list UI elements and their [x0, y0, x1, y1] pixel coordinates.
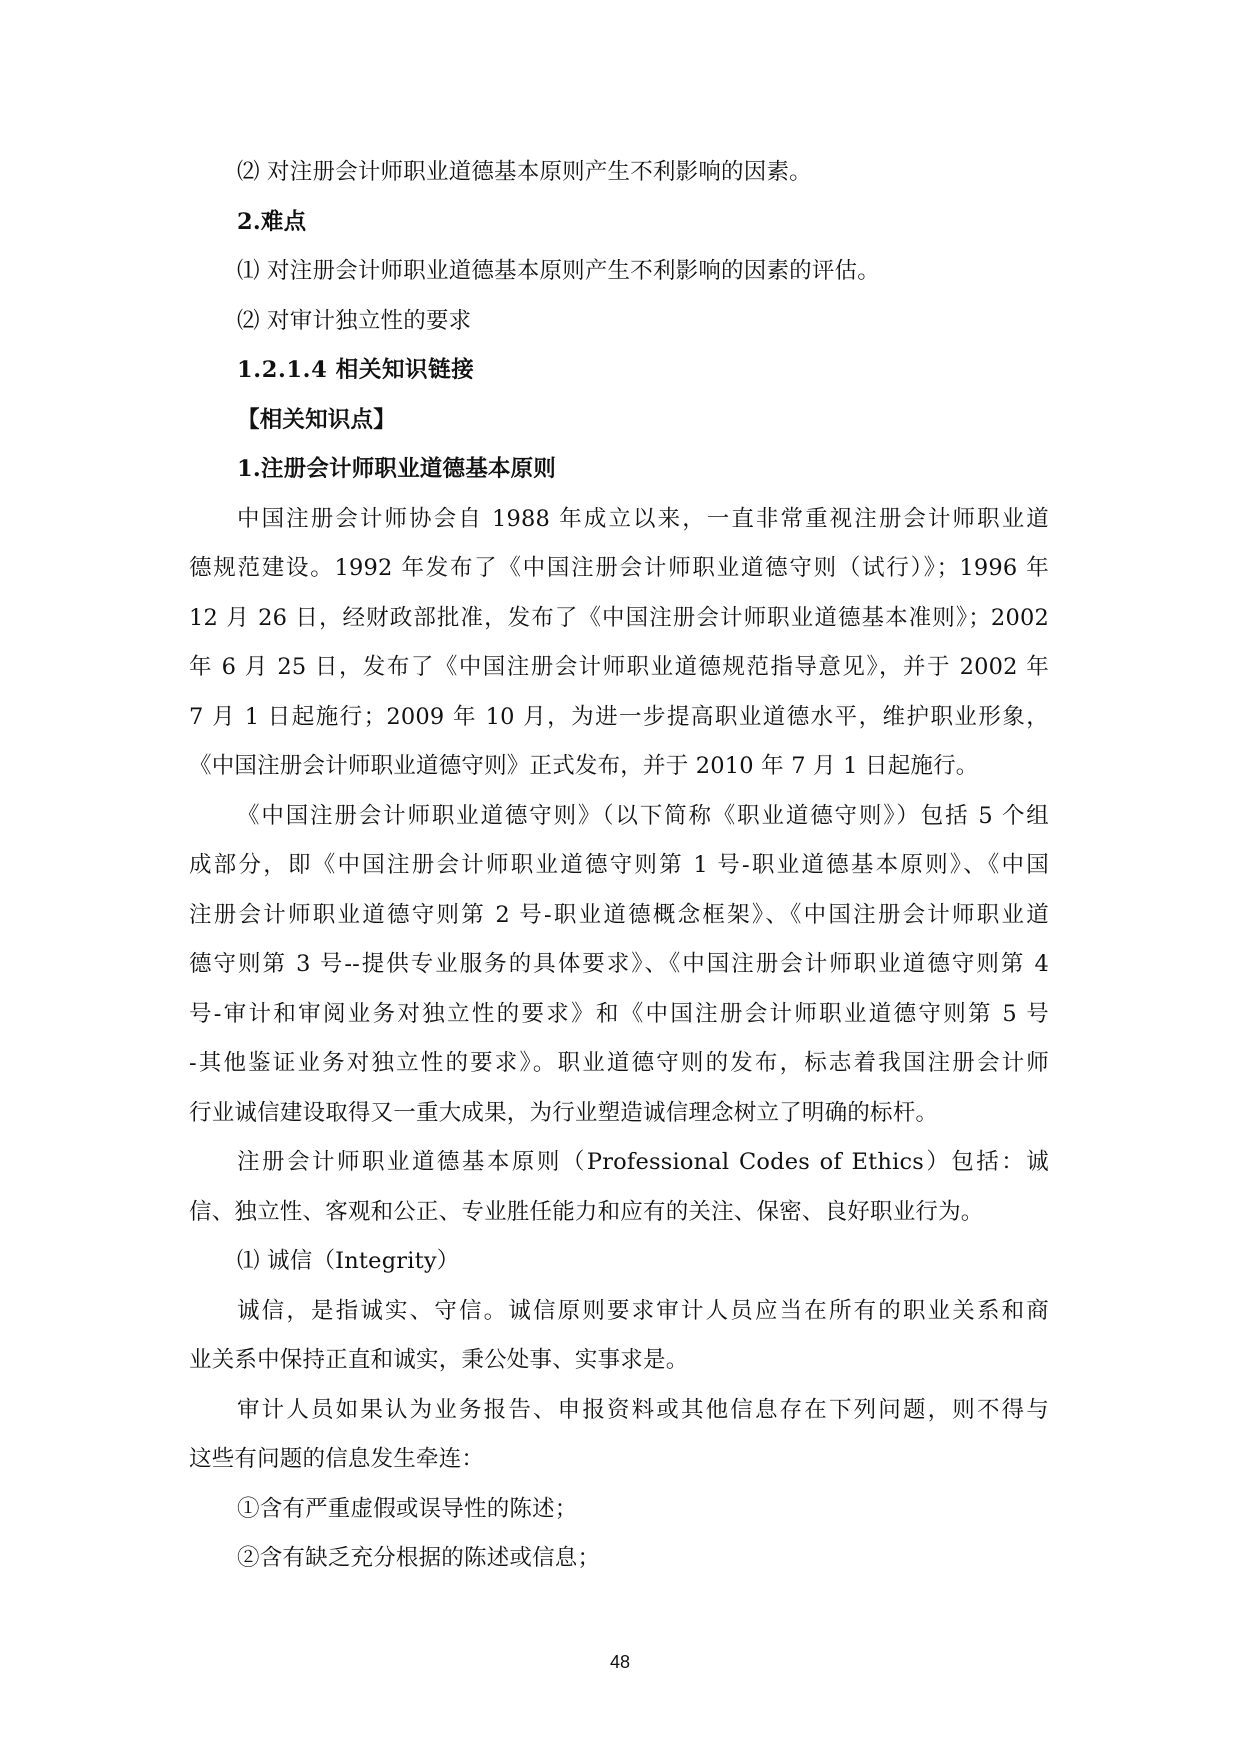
paragraph-line: 7 月 1 日起施行；2009 年 10 月，为进一步提高职业道德水平，维护职业形象，: [189, 703, 1049, 730]
paragraph-line: 《中国注册会计师职业道德守则》（以下简称《职业道德守则》）包括 5 个组: [237, 802, 1049, 829]
paragraph-line: 12 月 26 日，经财政部批准，发布了《中国注册会计师职业道德基本准则》；2002: [189, 604, 1049, 631]
page-number: 48: [609, 1652, 631, 1672]
paragraph-line: 这些有问题的信息发生牵连：: [189, 1446, 485, 1472]
paragraph-line: 信、独立性、客观和公正、专业胜任能力和应有的关注、保密、良好职业行为。: [189, 1198, 984, 1225]
paragraph-line: 德守则第 3 号--提供专业服务的具体要求》、《中国注册会计师职业道德守则第 4: [189, 951, 1049, 977]
paragraph-basic-principles: [189, 1138, 1049, 1237]
paragraph-line: 审计人员如果认为业务报告、申报资料或其他信息存在下列问题，则不得与: [237, 1396, 1049, 1423]
paragraph-line: 年 6 月 25 日，发布了《中国注册会计师职业道德规范指导意见》，并于 2002 年: [189, 654, 1049, 680]
paragraph-line: 业关系中保持正直和诚实，秉公处事、实事求是。: [189, 1347, 689, 1373]
page-content: [189, 148, 1049, 1584]
paragraph-line: 《中国注册会计师职业道德守则》正式发布，并于 2010 年 7 月 1 日起施行。: [189, 753, 979, 779]
paragraph-line: 诚信，是指诚实、守信。诚信原则要求审计人员应当在所有的职业关系和商: [237, 1297, 1049, 1324]
paragraph-problem-info: [189, 1386, 1049, 1485]
paragraph-components: [189, 792, 1049, 1139]
list-item-factors: ⑵ 对注册会计师职业道德基本原则产生不利影响的因素。: [237, 159, 812, 185]
paragraph-integrity: [189, 1287, 1049, 1386]
bracket-heading: 【相关知识点】: [237, 406, 396, 433]
paragraph-line: 行业诚信建设取得又一重大成果，为行业塑造诚信理念树立了明确的标杆。: [189, 1099, 939, 1126]
paragraph-line: 成部分，即《中国注册会计师职业道德守则第 1 号-职业道德基本原则》、《中国: [189, 852, 1049, 878]
paragraph-line: -其他鉴证业务对独立性的要求》。职业道德守则的发布，标志着我国注册会计师: [189, 1050, 1049, 1076]
paragraph-line: 德规范建设。1992 年发布了《中国注册会计师职业道德守则（试行）》；1996 年: [189, 555, 1049, 581]
section-heading: 1.2.1.4 相关知识链接: [237, 357, 475, 383]
bullet-item: ①含有严重虚假或误导性的陈述；: [237, 1495, 578, 1522]
paragraph-line: 注册会计师职业道德基本原则（Professional Codes of Ethics）包括：诚: [237, 1149, 1049, 1175]
paragraph-line: 注册会计师职业道德守则第 2 号-职业道德概念框架》、《中国注册会计师职业道: [189, 901, 1049, 928]
bullet-item: ②含有缺乏充分根据的陈述或信息；: [237, 1545, 601, 1571]
integrity-heading: ⑴ 诚信（Integrity）: [237, 1248, 460, 1274]
subheading-difficulties: 2.难点: [237, 208, 307, 235]
paragraph-line: 中国注册会计师协会自 1988 年成立以来，一直非常重视注册会计师职业道: [237, 505, 1049, 532]
list-item-assessment: ⑴ 对注册会计师职业道德基本原则产生不利影响的因素的评估。: [237, 258, 880, 284]
subheading-principles: 1.注册会计师职业道德基本原则: [237, 456, 556, 482]
paragraph-history: [189, 495, 1049, 792]
paragraph-line: 号-审计和审阅业务对独立性的要求》和《中国注册会计师职业道德守则第 5 号: [189, 1000, 1049, 1027]
list-item-independence: ⑵ 对审计独立性的要求: [237, 307, 472, 334]
